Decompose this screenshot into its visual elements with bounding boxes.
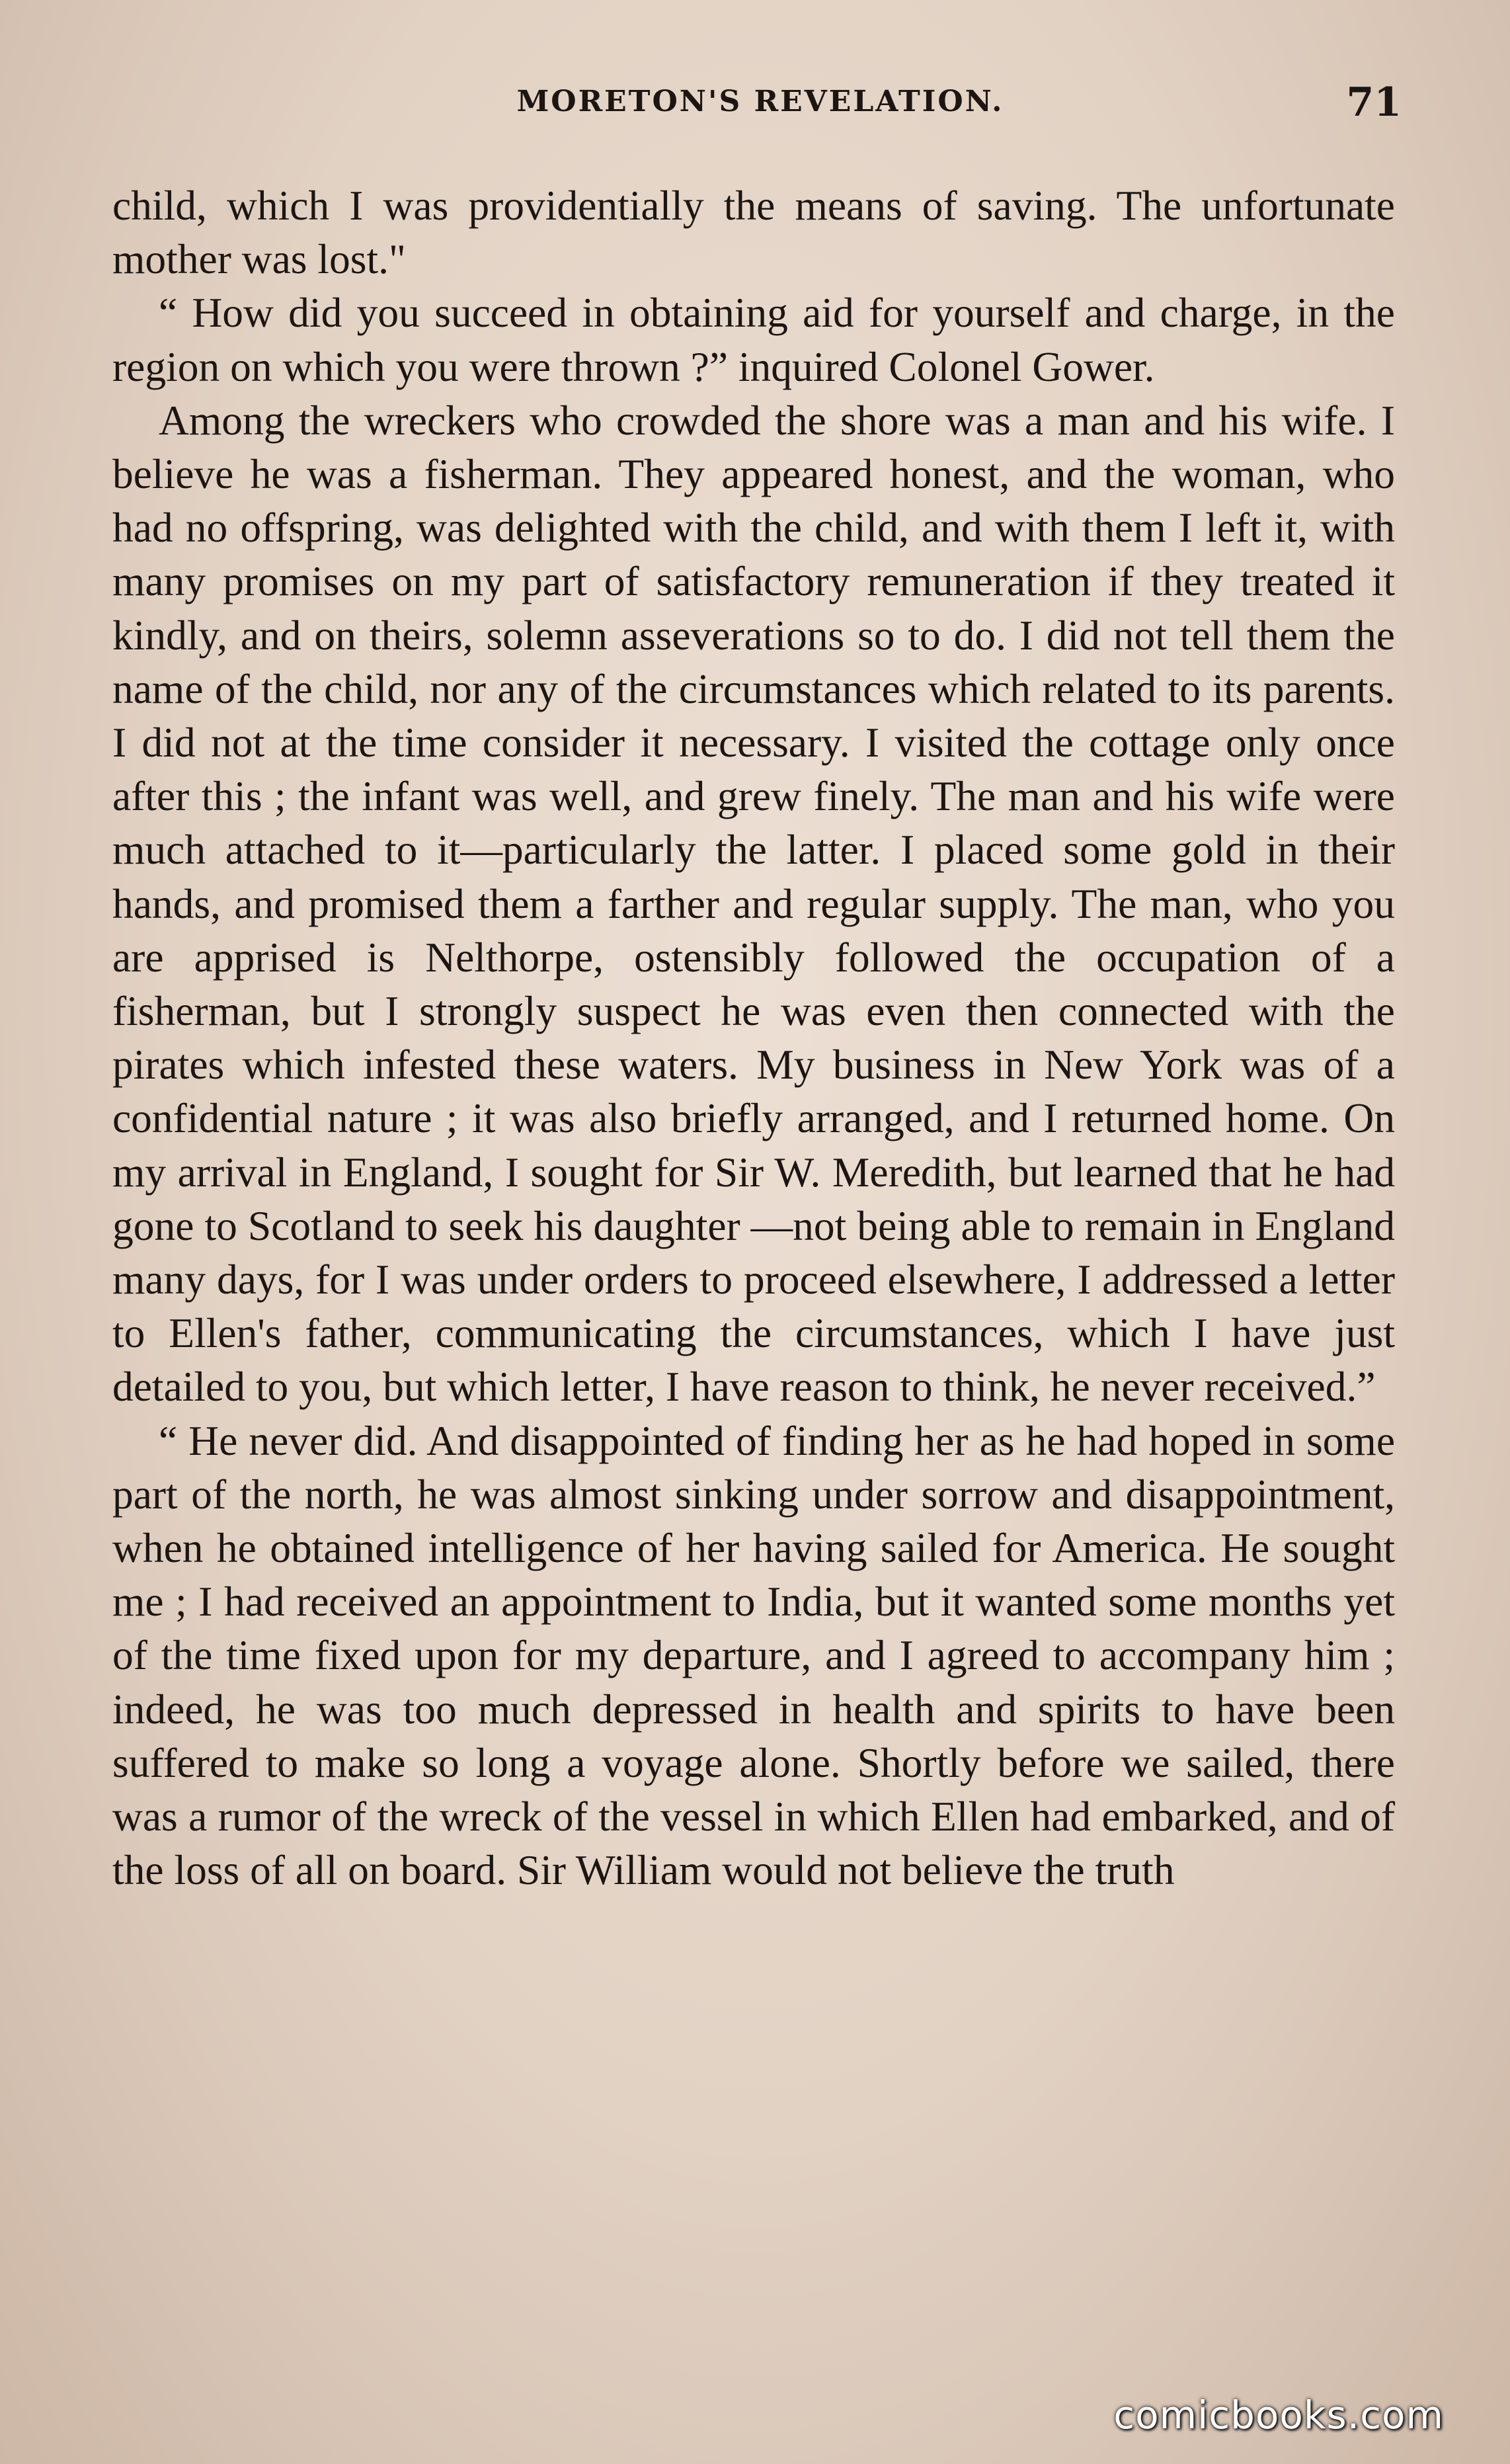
paragraph: child, which I was providentially the means of saving. The unfortunate mother was lost." xyxy=(112,182,1395,283)
paragraph: “ He never did. And disappointed of finding her as he had hoped in some part of the north, he was almost sinking under sorrow and disappointment, when he obtained intelligence of her having sailed for America. He sought me ; I had received an appointment to India, but it wanted some months yet of the time fixed upon for my departure, and I agreed to accompany him ; indeed, he was too much depressed in health and spirits to have been suffered to make so long a voyage alone. Shortly before we sailed, there was a rumor of the wreck of the vessel in which Ellen had embarked, and of the loss of all on board. Sir William would not believe the truth xyxy=(112,1417,1395,1894)
watermark: comicbooks.com xyxy=(1113,2393,1444,2438)
body-text xyxy=(112,179,1395,1897)
running-head xyxy=(112,79,1408,139)
paragraph: “ How did you succeed in obtaining aid for yourself and charge, in the region on which you were thrown ?” inquired Colonel Gower. xyxy=(112,289,1395,390)
chapter-title: MORETON'S REVELATION. xyxy=(516,85,1004,118)
page-number: 71 xyxy=(1346,79,1402,126)
paragraph: Among the wreckers who crowded the shore was a man and his wife. I believe he was a fisherman. They appeared honest, and the woman, who had no offspring, was delighted with the child, and with them I left it, with many promises on my part of satisfactory remuneration if they treated it kindly, and on theirs, solemn asseverations so to do. I did not tell them the name of the child, nor any of the circumstances which related to its parents. I did not at the time consider it necessary. I visited the cottage only once after this ; the infant was well, and grew finely. The man and his wife were much attached to it—particularly the latter. I placed some gold in their hands, and promised them a farther and regular supply. The man, who you are apprised is Nelthorpe, ostensibly followed the occupation of a fisherman, but I strongly suspect he was even then connected with the pirates which infested these waters. My business in New York was of a confidential nature ; it was also briefly arranged, and I returned home. On my arrival in England, I sought for Sir W. Meredith, but learned that he had gone to Scotland to seek his daughter —not being able to remain in England many days, for I was under orders to proceed elsewhere, I addressed a letter to Ellen's father, communicating the circumstances, which I have just detailed to you, but which letter, I have reason to think, he never received.” xyxy=(112,396,1395,1411)
